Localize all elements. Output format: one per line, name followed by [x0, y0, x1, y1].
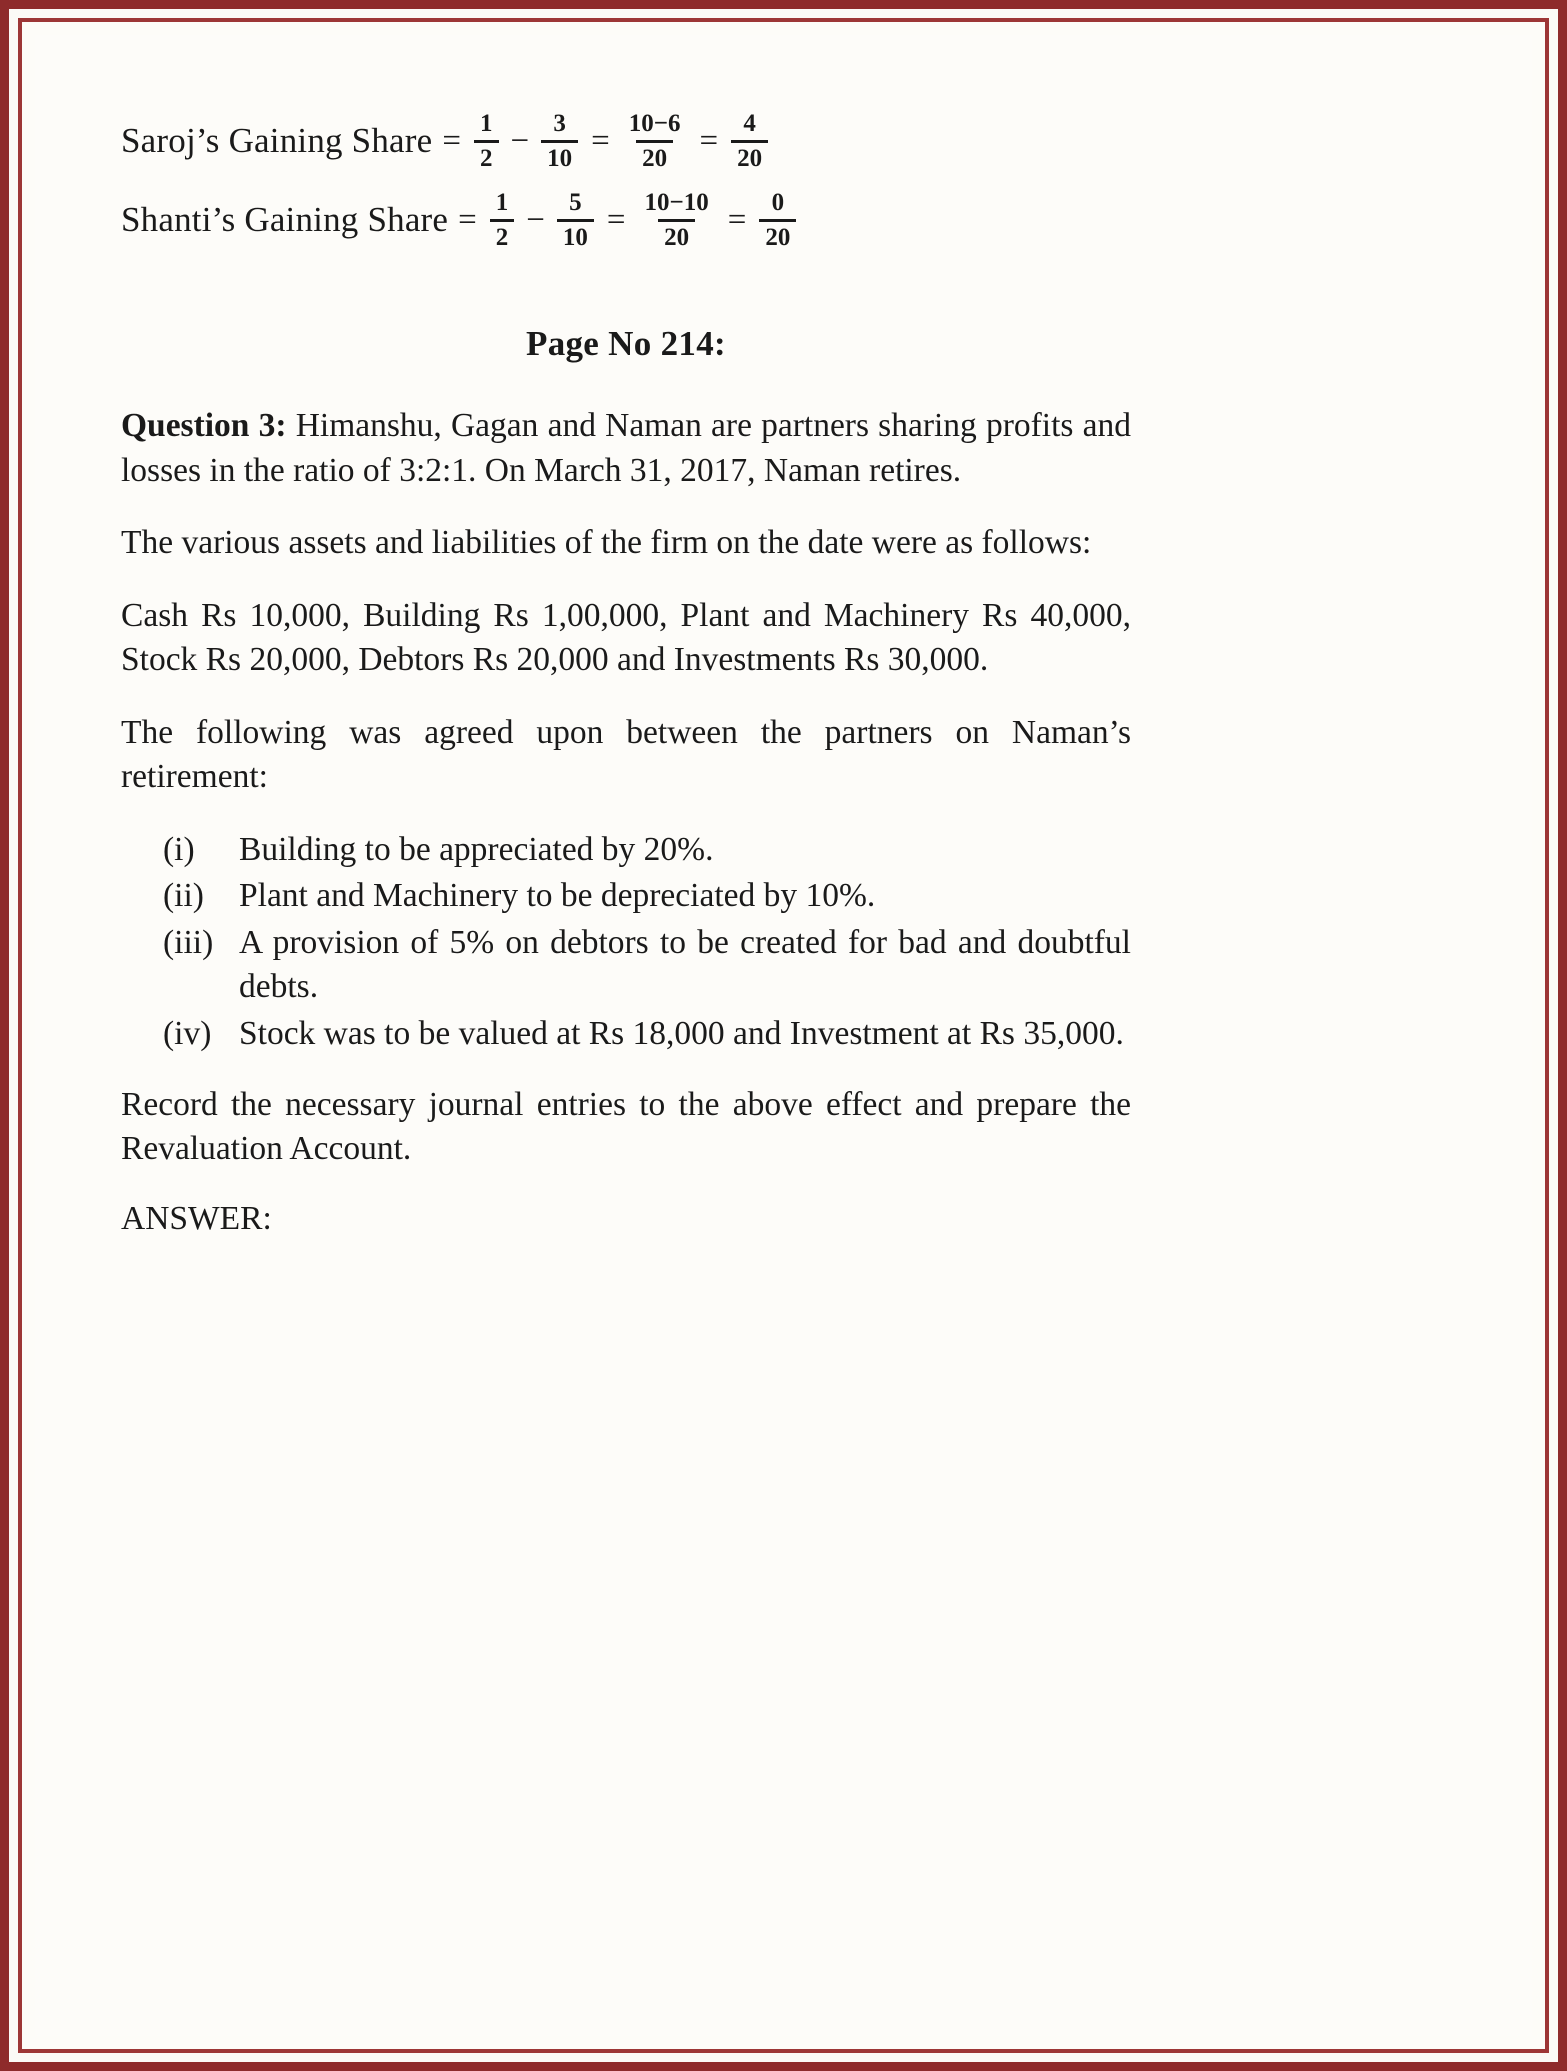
list-item [121, 921, 1131, 1010]
equation-shanti-fraction-2 [557, 189, 594, 252]
equation-saroj-equals-3: = [699, 123, 719, 160]
fraction-numerator: 10−6 [628, 110, 681, 137]
list-item-text: Building to be appreciated by 20%. [239, 830, 714, 868]
equation-shanti-fraction-1 [490, 189, 515, 252]
instruction-paragraph: Record the necessary journal entries to the above effect and prepare the Revaluation Account. [121, 1085, 1131, 1168]
equation-shanti-equals-1: = [458, 202, 477, 239]
equation-shanti-gaining-share [121, 189, 1131, 252]
equation-saroj-fraction-1 [474, 110, 499, 173]
equation-shanti-label: Shanti’s Gaining Share [121, 200, 449, 240]
fraction-numerator: 4 [743, 110, 756, 137]
page-surface [35, 35, 1532, 2036]
fraction-denominator: 2 [474, 140, 499, 173]
fraction-denominator: 10 [557, 219, 594, 252]
equation-saroj-fraction-3 [623, 110, 687, 173]
agreement-intro-paragraph: The following was agreed upon between the partners on Naman’s retirement: [121, 713, 1131, 796]
fraction-numerator: 3 [553, 110, 566, 137]
list-item [121, 828, 1131, 873]
question-text: Himanshu, Gagan and Naman are partners sharing profits and losses in the ratio of 3:2:1. On March 31, 2017, Naman retires. [121, 407, 1131, 489]
fraction-numerator: 1 [480, 110, 493, 137]
fraction-numerator: 5 [569, 189, 582, 216]
assets-intro-paragraph: The various assets and liabilities of the firm on the date were as follows: [121, 524, 1092, 562]
fraction-denominator: 20 [731, 140, 768, 173]
fraction-denominator: 20 [636, 140, 673, 173]
fraction-denominator: 2 [490, 219, 515, 252]
list-item [121, 874, 1131, 919]
question-label: Question 3: [121, 407, 287, 444]
fraction-numerator: 1 [495, 189, 509, 216]
adjustments-list [121, 828, 1131, 1057]
fraction-numerator: 0 [771, 189, 785, 216]
question-statement [121, 404, 1131, 493]
list-item-marker: (ii) [163, 877, 204, 915]
equation-saroj-fraction-2 [541, 110, 578, 173]
fraction-denominator: 20 [658, 219, 695, 252]
equation-saroj-equals-1: = [442, 123, 461, 160]
equation-shanti-equals-3: = [727, 202, 747, 239]
list-item-text: A provision of 5% on debtors to be created for bad and doubtful debts. [239, 923, 1131, 1006]
equation-saroj-minus: − [510, 123, 530, 160]
list-item-marker: (iv) [163, 1015, 212, 1053]
list-item-text: Plant and Machinery to be depreciated by 10%. [239, 877, 876, 915]
list-item [121, 1012, 1131, 1057]
fraction-denominator: 20 [759, 219, 796, 252]
equation-saroj-label: Saroj’s Gaining Share [121, 121, 433, 161]
list-item-marker: (iii) [163, 923, 214, 961]
page-content [121, 110, 1131, 1238]
equation-shanti-fraction-3 [639, 189, 715, 252]
fraction-numerator: 10−10 [644, 189, 709, 216]
fraction-denominator: 10 [541, 140, 578, 173]
list-item-marker: (i) [163, 830, 195, 868]
list-item-text: Stock was to be valued at Rs 18,000 and Investment at Rs 35,000. [239, 1015, 1124, 1053]
equation-saroj-gaining-share [121, 110, 1131, 173]
page-inner-border [18, 18, 1549, 2053]
equation-saroj-equals-2: = [591, 123, 610, 160]
equation-shanti-minus: − [526, 202, 545, 239]
equation-shanti-fraction-4 [759, 189, 796, 252]
equation-saroj-fraction-4 [731, 110, 768, 173]
answer-label: ANSWER: [121, 1199, 272, 1237]
page-number-heading: Page No 214: [526, 324, 726, 363]
assets-values-paragraph: Cash Rs 10,000, Building Rs 1,00,000, Plant and Machinery Rs 40,000, Stock Rs 20,000, Debtors Rs 20,000 and Investments Rs 30,000. [121, 596, 1131, 679]
equation-shanti-equals-2: = [606, 202, 626, 239]
